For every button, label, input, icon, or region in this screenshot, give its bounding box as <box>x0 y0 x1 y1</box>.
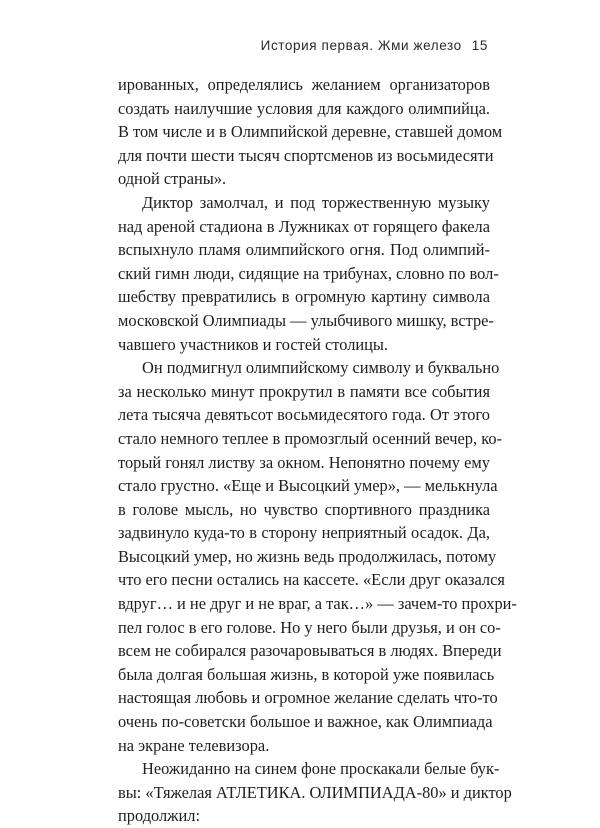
text-line: лета тысяча девятьсот восьмидесятого года. От этого <box>118 405 490 425</box>
text-line: что его песни остались на кассете. «Если друг оказался <box>118 570 505 590</box>
text-line: Высоцкий умер, но жизнь ведь продолжилась, потому <box>118 546 497 566</box>
page-number: 15 <box>471 38 488 53</box>
text-line: ский гимн люди, сидящие на трибунах, словно по вол- <box>118 263 499 283</box>
body-text <box>118 73 517 828</box>
text-line: вдруг… и не друг и не враг, а так…» — зачем-то прохри- <box>118 594 517 614</box>
text-line: стало грустно. «Еще и Высоцкий умер», — мелькнула <box>118 476 498 496</box>
text-line: вы: «Тяжелая АТЛЕТИКА. ОЛИМПИАДА-80» и диктор <box>118 782 512 802</box>
text-line: для почти шести тысяч спортсменов из восьмидесяти <box>118 145 494 165</box>
text-line: чавшего участников и гостей столицы. <box>118 334 389 354</box>
text-line: одной страны». <box>118 169 227 189</box>
running-title: История первая. Жми железо <box>260 38 462 53</box>
text-line: очень по-советски большое и важное, как Олимпиада <box>118 712 493 732</box>
paragraph <box>118 73 503 191</box>
paragraph <box>118 757 512 828</box>
text-line: Он подмигнул олимпийскому символу и буквально <box>142 358 500 378</box>
running-header <box>118 38 488 53</box>
text-line: над ареной стадиона в Лужниках от горящего факела <box>118 216 490 236</box>
text-line: в голове мысль, но чувство спортивного праздника <box>118 499 490 519</box>
paragraph <box>118 191 499 356</box>
text-line: Неожиданно на синем фоне проскакали белые бук- <box>142 759 500 779</box>
text-line: шебству превратились в огромную картину символа <box>118 287 490 307</box>
text-line: вспыхнуло пламя олимпийского огня. Под олимпий- <box>118 240 490 260</box>
text-line: торый гонял листву за окном. Непонятно почему ему <box>118 452 490 472</box>
text-line: была долгая большая жизнь, в которой уже появилась <box>118 664 495 684</box>
text-line: настоящая любовь и огромное желание сделать что-то <box>118 688 498 708</box>
text-line: ированных, определялись желанием организаторов <box>118 75 490 94</box>
text-line: продолжил: <box>118 806 201 826</box>
text-line: стало немного теплее в промозглый осенний вечер, ко- <box>118 428 502 448</box>
text-line: за несколько минут прокрутил в памяти все события <box>118 381 490 401</box>
text-line: пел голос в его голове. Но у него были друзья, и он со- <box>118 617 501 637</box>
text-line: создать наилучшие условия для каждого олимпийца. <box>118 98 490 118</box>
text-line: всем не собирался разочаровываться в людях. Впереди <box>118 641 502 661</box>
text-line: В том числе и в Олимпийской деревне, ставшей домом <box>118 122 503 142</box>
text-line: Диктор замолчал, и под торжественную музыку <box>142 192 490 212</box>
text-line: задвинуло куда-то в сторону неприятный осадок. Да, <box>118 523 490 543</box>
text-line: на экране телевизора. <box>118 735 270 755</box>
text-line: московской Олимпиады — улыбчивого мишку, встре- <box>118 310 494 330</box>
paragraph <box>118 356 517 757</box>
